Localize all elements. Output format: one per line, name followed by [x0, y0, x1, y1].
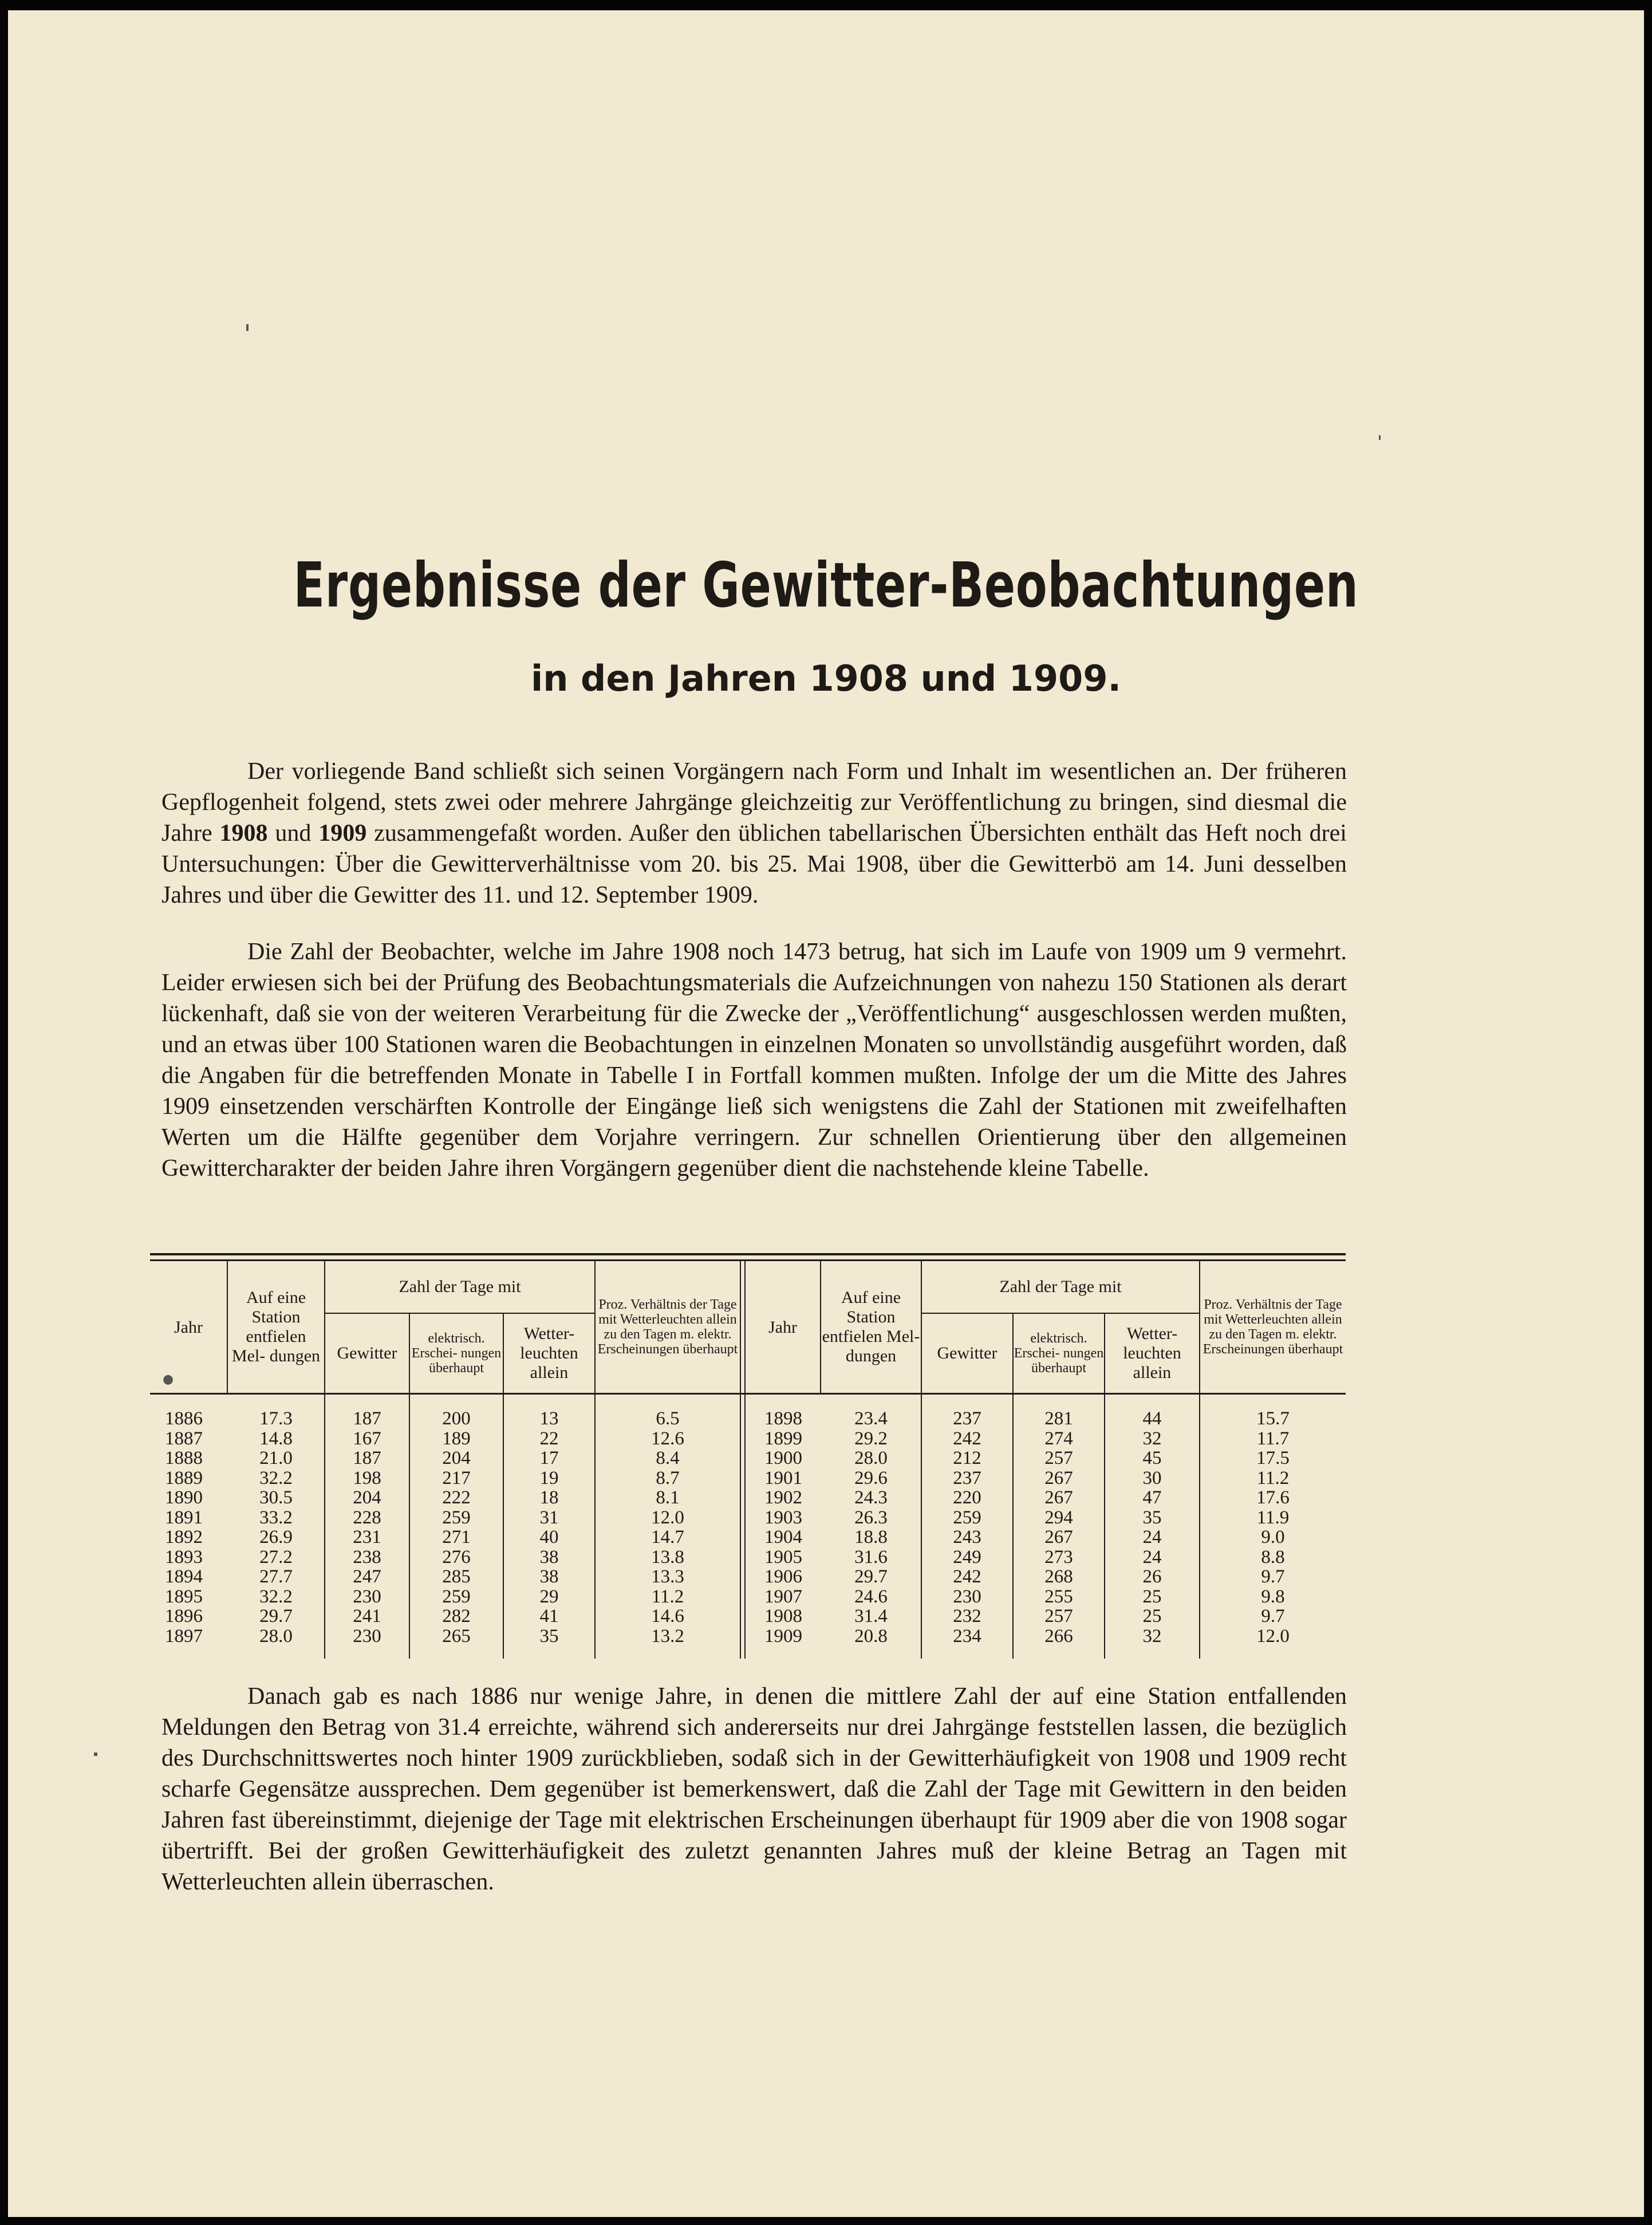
table-cell: 238	[353, 1546, 381, 1568]
table-cell: 232	[953, 1606, 981, 1627]
table-cell: 231	[353, 1527, 381, 1547]
table-cell: 1903	[764, 1507, 802, 1528]
table-cell: 1893	[165, 1546, 203, 1568]
table-cell: 32.2	[259, 1467, 293, 1488]
paper-speck	[1379, 435, 1381, 440]
col-meldungen-left	[228, 1409, 324, 1646]
table-cell: 14.7	[651, 1527, 684, 1547]
table-cell: 11.2	[1256, 1467, 1290, 1488]
table-cell: 273	[1044, 1546, 1073, 1568]
table-cell: 21.0	[259, 1448, 293, 1468]
header-wetter-left: Wetter- leuchten allein	[520, 1324, 578, 1382]
intro-year-1908: 1908	[219, 820, 268, 846]
table-cell: 281	[1044, 1408, 1073, 1429]
header-meldungen-left: Auf eine Station entfielen Mel- dungen	[231, 1288, 321, 1365]
table-cell: 17	[539, 1448, 559, 1468]
paper-speck	[94, 1753, 97, 1756]
table-cell: 18	[539, 1487, 559, 1508]
table-cell: 1889	[165, 1467, 203, 1488]
table-cell: 1897	[165, 1625, 203, 1647]
table-cell: 276	[442, 1546, 471, 1568]
table-cell: 228	[353, 1507, 381, 1528]
table-cell: 24.3	[854, 1487, 888, 1508]
table-cell: 24.6	[854, 1586, 888, 1607]
col-wetter-right	[1105, 1409, 1199, 1646]
table-cell: 198	[353, 1467, 381, 1488]
table-cell: 1895	[165, 1586, 203, 1607]
table-cell: 38	[539, 1566, 559, 1587]
table-cell: 282	[442, 1606, 471, 1627]
table-cell: 29.7	[259, 1606, 293, 1627]
table-cell: 9.7	[1261, 1566, 1285, 1587]
table-cell: 27.7	[259, 1566, 293, 1587]
table-cell: 1886	[165, 1408, 203, 1429]
table-cell: 285	[442, 1566, 471, 1587]
table-cell: 230	[953, 1586, 981, 1607]
header-elektr-left: elektrisch. Erschei- nungen überhaupt	[411, 1331, 502, 1376]
table-cell: 30.5	[259, 1487, 293, 1508]
table-cell: 29	[539, 1586, 559, 1607]
table-cell: 1891	[165, 1507, 203, 1528]
table-cell: 25	[1142, 1586, 1162, 1607]
table-cell: 24	[1142, 1527, 1162, 1547]
table-cell: 30	[1142, 1467, 1162, 1488]
table-cell: 15.7	[1256, 1408, 1290, 1429]
table-cell: 25	[1142, 1606, 1162, 1627]
table-cell: 14.6	[651, 1606, 684, 1627]
table-cell: 271	[442, 1527, 471, 1547]
table-cell: 217	[442, 1467, 471, 1488]
table-top-rule	[150, 1253, 1346, 1255]
table-cell: 29.7	[854, 1566, 888, 1587]
table-cell: 257	[1044, 1448, 1073, 1468]
col-jahr-left	[165, 1409, 227, 1646]
table-cell: 33.2	[259, 1507, 293, 1528]
table-cell: 167	[353, 1428, 381, 1449]
table-cell: 1902	[764, 1487, 802, 1508]
table-cell: 24	[1142, 1546, 1162, 1568]
header-wetter-right: Wetter- leuchten allein	[1123, 1324, 1181, 1382]
table-cell: 20.8	[854, 1625, 888, 1647]
table-cell: 6.5	[656, 1408, 680, 1429]
intro-text-3: zusammengefaßt worden. Außer den üblichen tabellarischen Übersichten enthält das Heft noch drei Untersuchungen: Über die Gewitterverhältnisse vom 20. bis 25. Mai 1908, über die Gewitterbö am 14. Juni desselben Jahres und über die Gewitter des 11. und 12. September 1909.	[161, 820, 1347, 908]
table-cell: 47	[1142, 1487, 1162, 1508]
table-cell: 200	[442, 1408, 471, 1429]
table-cell: 230	[353, 1586, 381, 1607]
table-cell: 1901	[764, 1467, 802, 1488]
table-cell: 9.0	[1261, 1527, 1285, 1547]
table-cell: 31.6	[854, 1546, 888, 1568]
table-cell: 31	[539, 1507, 559, 1528]
header-proz-left: Proz. Verhältnis der Tage mit Wetterleuchten allein zu den Tagen m. elektr. Erscheinungen überhaupt	[597, 1297, 738, 1357]
table-cell: 14.8	[259, 1428, 293, 1449]
table-cell: 12.0	[651, 1507, 684, 1528]
table-cell: 259	[442, 1586, 471, 1607]
table-cell: 222	[442, 1487, 471, 1508]
col-proz-right	[1200, 1409, 1346, 1646]
header-gewitter-left: Gewitter	[337, 1344, 397, 1362]
table-cell: 32.2	[259, 1586, 293, 1607]
table-cell: 28.0	[259, 1625, 293, 1647]
table-cell: 1887	[165, 1428, 203, 1449]
table-cell: 267	[1044, 1467, 1073, 1488]
table-cell: 204	[353, 1487, 381, 1508]
table-cell: 1907	[764, 1586, 802, 1607]
col-meldungen-right	[821, 1409, 921, 1646]
table-cell: 294	[1044, 1507, 1073, 1528]
statistics-table	[150, 1253, 1346, 1659]
table-cell: 8.1	[656, 1487, 680, 1508]
table-cell: 32	[1142, 1625, 1162, 1647]
table-cell: 237	[953, 1467, 981, 1488]
table-cell: 11.9	[1256, 1507, 1290, 1528]
table-cell: 1888	[165, 1448, 203, 1468]
table-cell: 220	[953, 1487, 981, 1508]
table-cell: 267	[1044, 1527, 1073, 1547]
table-cell: 27.2	[259, 1546, 293, 1568]
table-cell: 242	[953, 1428, 981, 1449]
table-cell: 29.6	[854, 1467, 888, 1488]
table-cell: 26	[1142, 1566, 1162, 1587]
table-cell: 12.0	[1256, 1625, 1290, 1647]
table-double-vline	[740, 1261, 746, 1659]
table-cell: 1896	[165, 1606, 203, 1627]
table-cell: 187	[353, 1408, 381, 1429]
table-marker-dot: ●	[163, 1372, 174, 1387]
col-gewitter-left	[325, 1409, 409, 1646]
table-cell: 35	[539, 1625, 559, 1647]
table-cell: 8.8	[1261, 1546, 1285, 1568]
table-cell: 255	[1044, 1586, 1073, 1607]
table-cell: 243	[953, 1527, 981, 1547]
table-cell: 1908	[764, 1606, 802, 1627]
intro-year-1909: 1909	[318, 820, 367, 846]
table-cell: 26.9	[259, 1527, 293, 1547]
header-gewitter-right: Gewitter	[937, 1344, 997, 1362]
table-cell: 23.4	[854, 1408, 888, 1429]
page-title: Ergebnisse der Gewitter-Beobachtungen	[293, 550, 1359, 621]
table-cell: 187	[353, 1448, 381, 1468]
table-cell: 189	[442, 1428, 471, 1449]
table-cell: 259	[442, 1507, 471, 1528]
table-cell: 1894	[165, 1566, 203, 1587]
table-cell: 17.6	[1256, 1487, 1290, 1508]
table-cell: 1904	[764, 1527, 802, 1547]
table-cell: 259	[953, 1507, 981, 1528]
table-cell: 38	[539, 1546, 559, 1568]
table-cell: 1900	[764, 1448, 802, 1468]
header-zahl-left: Zahl der Tage mit	[399, 1277, 521, 1296]
table-cell: 266	[1044, 1625, 1073, 1647]
table-cell: 1890	[165, 1487, 203, 1508]
table-cell: 9.7	[1261, 1606, 1285, 1627]
table-cell: 257	[1044, 1606, 1073, 1627]
observers-paragraph: Die Zahl der Beobachter, welche im Jahre 1908 noch 1473 betrug, hat sich im Laufe von 1909 um 9 vermehrt. Leider erwiesen sich bei der Prüfung des Beobachtungsmaterials die Aufzeichnungen von nahezu 150 Stationen als derart lückenhaft, daß sie von der weiteren Verarbeitung für die Zwecke der „Veröffentlichung“ ausgeschlossen werden mußten, und an etwas über 100 Stationen waren die Beobachtungen in einzelnen Monaten so unvollständig ausgeführt worden, daß die Angaben für die betreffenden Monate in Tabelle I in Fortfall kommen mußten. Infolge der um die Mitte des Jahres 1909 einsetzenden verschärften Kontrolle der Eingänge ließ sich wenigstens die Zahl der Stationen mit zweifelhaften Werten um die Hälfte gegenüber dem Vorjahre verringern. Zur schnellen Orientierung über den allgemeinen Gewittercharakter der beiden Jahre ihren Vorgängern gegenüber dient die nachstehende kleine Tabelle.	[161, 939, 1347, 1182]
table-cell: 11.7	[1256, 1428, 1290, 1449]
table-cell: 26.3	[854, 1507, 888, 1528]
table-cell: 1899	[764, 1428, 802, 1449]
col-jahr-right	[747, 1409, 820, 1646]
col-gewitter-right	[922, 1409, 1012, 1646]
table-cell: 234	[953, 1625, 981, 1647]
header-elektr-right: elektrisch. Erschei- nungen überhaupt	[1014, 1331, 1104, 1376]
page-subtitle: in den Jahren 1908 und 1909.	[530, 657, 1122, 699]
header-jahr-left: Jahr	[174, 1318, 203, 1337]
table-cell: 13.8	[651, 1546, 684, 1568]
col-wetter-left	[504, 1409, 594, 1646]
table-cell: 13.2	[651, 1625, 684, 1647]
table-cell: 8.7	[656, 1467, 680, 1488]
table-cell: 249	[953, 1546, 981, 1568]
table-cell: 204	[442, 1448, 471, 1468]
table-cell: 268	[1044, 1566, 1073, 1587]
table-cell: 274	[1044, 1428, 1073, 1449]
table-cell: 41	[539, 1606, 559, 1627]
header-zahl-right: Zahl der Tage mit	[999, 1277, 1122, 1296]
table-cell: 1905	[764, 1546, 802, 1568]
table-cell: 28.0	[854, 1448, 888, 1468]
table-cell: 241	[353, 1606, 381, 1627]
table-cell: 12.6	[651, 1428, 684, 1449]
table-cell: 212	[953, 1448, 981, 1468]
table-cell: 1906	[764, 1566, 802, 1587]
conclusion-paragraph: Danach gab es nach 1886 nur wenige Jahre, in denen die mittlere Zahl der auf eine Station entfallenden Meldungen den Betrag von 31.4 erreichte, während sich andererseits nur drei Jahrgänge feststellen lassen, die bezüglich des Durchschnittswertes noch hinter 1909 zurückblieben, sodaß sich in der Gewitterhäufigkeit von 1908 und 1909 recht scharfe Gegensätze aussprechen. Dem gegenüber ist bemerkenswert, daß die Zahl der Tage mit Gewittern in den beiden Jahren fast übereinstimmt, diejenige der Tage mit elektrischen Erscheinungen überhaupt für 1909 aber die von 1908 sogar übertrifft. Bei der großen Gewitterhäufigkeit des zuletzt genannten Jahres muß der kleine Betrag an Tagen mit Wetterleuchten allein überraschen.	[161, 1683, 1347, 1895]
table-cell: 29.2	[854, 1428, 888, 1449]
table-cell: 13	[539, 1408, 559, 1429]
table-cell: 230	[353, 1625, 381, 1647]
table-cell: 1892	[165, 1527, 203, 1547]
header-jahr-right: Jahr	[768, 1318, 797, 1337]
col-elektr-left	[410, 1409, 503, 1646]
header-meldungen-right: Auf eine Station entfielen Mel- dungen	[822, 1288, 920, 1365]
table-cell: 242	[953, 1566, 981, 1587]
table-cell: 247	[353, 1566, 381, 1587]
table-cell: 45	[1142, 1448, 1162, 1468]
table-cell: 17.3	[259, 1408, 293, 1429]
table-cell: 35	[1142, 1507, 1162, 1528]
table-cell: 8.4	[656, 1448, 680, 1468]
table-cell: 265	[442, 1625, 471, 1647]
header-proz-right: Proz. Verhältnis der Tage mit Wetterleuchten allein zu den Tagen m. elektr. Erscheinungen überhaupt	[1202, 1297, 1343, 1357]
table-cell: 44	[1142, 1408, 1162, 1429]
table-cell: 19	[539, 1467, 559, 1488]
table-cell: 31.4	[854, 1606, 888, 1627]
paper-speck	[246, 324, 249, 331]
table-cell: 1909	[764, 1625, 802, 1647]
intro-paragraph	[161, 756, 1347, 911]
table-cell: 22	[539, 1428, 559, 1449]
table-cell: 9.8	[1261, 1586, 1285, 1607]
table-cell: 18.8	[854, 1527, 888, 1547]
table-cell: 237	[953, 1408, 981, 1429]
table-cell: 17.5	[1256, 1448, 1290, 1468]
table-cell: 11.2	[651, 1586, 684, 1607]
table-cell: 267	[1044, 1487, 1073, 1508]
col-elektr-right	[1014, 1409, 1104, 1646]
col-proz-left	[596, 1409, 740, 1646]
intro-text-2: und	[267, 820, 319, 846]
table-cell: 1898	[764, 1408, 802, 1429]
table-cell: 32	[1142, 1428, 1162, 1449]
table-cell: 13.3	[651, 1566, 684, 1587]
intro-text-1: Der vorliegende Band schließt sich seinen Vorgängern nach Form und Inhalt im wesentlichen an. Der früheren Gepflogenheit folgend, stets zwei oder mehrere Jahrgänge gleichzeitig zur Veröffentlichung zu bringen, sind diesmal die Jahre	[161, 758, 1347, 846]
table-cell: 40	[539, 1527, 559, 1547]
